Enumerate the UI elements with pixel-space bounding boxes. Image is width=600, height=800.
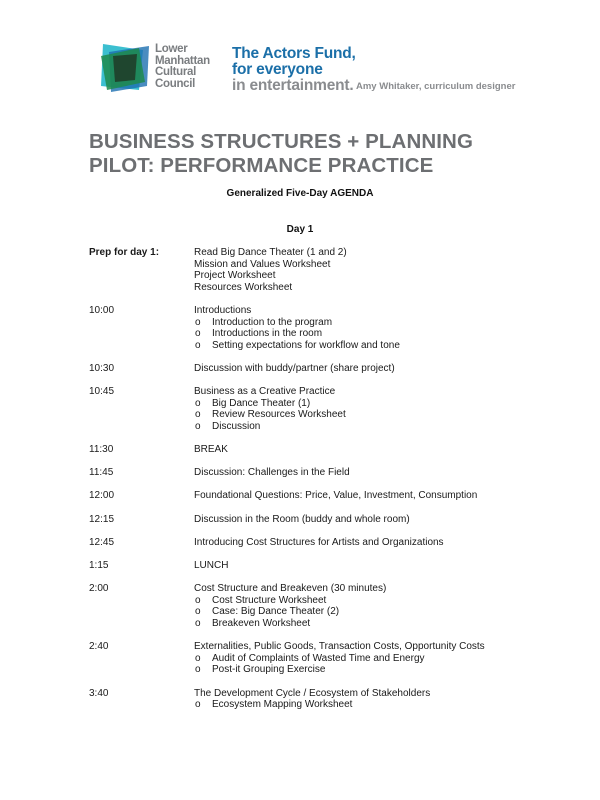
af-line: for everyone bbox=[232, 61, 323, 78]
subitem-text: Review Resources Worksheet bbox=[212, 409, 346, 421]
agenda-subitem bbox=[194, 409, 509, 421]
af-line: in entertainment. bbox=[232, 77, 354, 94]
agenda-item: Introducing Cost Structures for Artists and Organizations bbox=[194, 536, 444, 548]
agenda-item: Resources Worksheet bbox=[194, 281, 293, 293]
agenda-subitem bbox=[194, 699, 509, 711]
agenda-content bbox=[194, 490, 509, 502]
agenda-row bbox=[89, 583, 509, 629]
agenda-time: Prep for day 1: bbox=[89, 247, 160, 258]
bullet-icon: o bbox=[195, 594, 201, 606]
agenda-subitem bbox=[194, 317, 509, 329]
agenda-subitem bbox=[194, 398, 509, 410]
agenda-row bbox=[89, 688, 509, 711]
agenda-time: 10:45 bbox=[89, 386, 115, 398]
agenda-item: Mission and Values Worksheet bbox=[194, 258, 331, 270]
subitem-text: Ecosystem Mapping Worksheet bbox=[212, 699, 353, 711]
header bbox=[0, 0, 600, 110]
designer-credit: Amy Whitaker, curriculum designer bbox=[356, 81, 516, 92]
bullet-icon: o bbox=[195, 606, 201, 618]
agenda-time: 12:00 bbox=[89, 490, 115, 502]
agenda-content bbox=[194, 583, 509, 629]
agenda-row bbox=[89, 305, 509, 351]
af-line: The Actors Fund, bbox=[232, 45, 356, 62]
subitem-text: Post-it Grouping Exercise bbox=[212, 664, 326, 676]
actors-fund-logo bbox=[232, 46, 356, 94]
lmcc-line: Lower bbox=[155, 43, 188, 55]
agenda-item: LUNCH bbox=[194, 560, 229, 572]
bullet-icon: o bbox=[195, 652, 201, 664]
subitem-text: Setting expectations for workflow and tone bbox=[212, 339, 400, 351]
agenda-item: Discussion: Challenges in the Field bbox=[194, 467, 350, 479]
document-title bbox=[89, 130, 473, 178]
subitem-text: Introductions in the room bbox=[212, 328, 323, 340]
subitem-text: Big Dance Theater (1) bbox=[212, 397, 311, 409]
agenda-time: 12:15 bbox=[89, 513, 115, 525]
agenda-item: Discussion with buddy/partner (share project) bbox=[194, 362, 395, 374]
subitem-text: Introduction to the program bbox=[212, 316, 333, 328]
lmcc-name bbox=[155, 44, 225, 90]
agenda-content bbox=[194, 444, 509, 456]
agenda-row bbox=[89, 386, 509, 432]
agenda-subitem bbox=[194, 421, 509, 433]
agenda-item: Introductions bbox=[194, 304, 252, 316]
bullet-icon: o bbox=[195, 420, 201, 432]
agenda-subitem bbox=[194, 595, 509, 607]
subitem-text: Case: Big Dance Theater (2) bbox=[212, 606, 340, 618]
agenda-item: Cost Structure and Breakeven (30 minutes) bbox=[194, 583, 387, 595]
agenda-content bbox=[194, 363, 509, 375]
agenda-subitem bbox=[194, 606, 509, 618]
agenda-time: 3:40 bbox=[89, 687, 109, 699]
bullet-icon: o bbox=[195, 316, 201, 328]
agenda-time: 2:40 bbox=[89, 641, 109, 653]
agenda-subitem bbox=[194, 340, 509, 352]
agenda-subitem bbox=[194, 664, 509, 676]
agenda-item: Foundational Questions: Price, Value, Investment, Consumption bbox=[194, 490, 478, 502]
title-line: BUSINESS STRUCTURES + PLANNING bbox=[89, 130, 474, 153]
agenda-content bbox=[194, 688, 509, 711]
agenda-item: Project Worksheet bbox=[194, 270, 276, 282]
agenda-item: The Development Cycle / Ecosystem of Stakeholders bbox=[194, 687, 431, 699]
agenda-time: 11:45 bbox=[89, 467, 114, 479]
agenda-item: Externalities, Public Goods, Transaction Costs, Opportunity Costs bbox=[194, 641, 485, 653]
subitem-text: Cost Structure Worksheet bbox=[212, 594, 327, 606]
agenda-row bbox=[89, 641, 509, 676]
agenda-item: Discussion in the Room (buddy and whole room) bbox=[194, 513, 410, 525]
agenda-time: 12:45 bbox=[89, 536, 115, 548]
agenda-time: 10:30 bbox=[89, 362, 115, 374]
lmcc-line: Manhattan bbox=[155, 54, 210, 67]
agenda-row bbox=[89, 247, 509, 293]
agenda-content bbox=[194, 560, 509, 572]
day-heading: Day 1 bbox=[286, 224, 314, 235]
agenda-time: 10:00 bbox=[89, 304, 115, 316]
bullet-icon: o bbox=[195, 328, 201, 340]
agenda-content bbox=[194, 247, 509, 293]
agenda-content bbox=[194, 467, 509, 479]
agenda-content bbox=[194, 305, 509, 351]
agenda-subitem bbox=[194, 618, 509, 630]
agenda-row bbox=[89, 514, 509, 526]
agenda-row bbox=[89, 363, 509, 375]
agenda-item: BREAK bbox=[194, 444, 228, 456]
agenda-time: 11:30 bbox=[89, 444, 114, 456]
agenda-item: Read Big Dance Theater (1 and 2) bbox=[194, 247, 347, 258]
agenda-subitem bbox=[194, 328, 509, 340]
agenda-content bbox=[194, 641, 509, 676]
agenda-schedule bbox=[89, 247, 509, 722]
agenda-time: 1:15 bbox=[89, 560, 109, 572]
subitem-text: Discussion bbox=[212, 420, 261, 432]
agenda-row bbox=[89, 444, 509, 456]
agenda-row bbox=[89, 490, 509, 502]
agenda-content bbox=[194, 386, 509, 432]
bullet-icon: o bbox=[195, 339, 201, 351]
title-line: PILOT: PERFORMANCE PRACTICE bbox=[89, 154, 434, 177]
bullet-icon: o bbox=[195, 409, 201, 421]
agenda-subitem bbox=[194, 653, 509, 665]
agenda-content bbox=[194, 537, 509, 549]
bullet-icon: o bbox=[195, 618, 201, 629]
agenda-content bbox=[194, 514, 509, 526]
agenda-row bbox=[89, 537, 509, 549]
agenda-item: Business as a Creative Practice bbox=[194, 386, 336, 398]
bullet-icon: o bbox=[195, 664, 201, 676]
agenda-subtitle: Generalized Five-Day AGENDA bbox=[226, 188, 374, 199]
bullet-icon: o bbox=[195, 397, 201, 409]
lmcc-line: Cultural bbox=[155, 66, 197, 78]
agenda-time: 2:00 bbox=[89, 583, 109, 595]
lmcc-line: Council bbox=[155, 77, 196, 90]
subitem-text: Audit of Complaints of Wasted Time and Energy bbox=[212, 652, 425, 664]
agenda-row bbox=[89, 560, 509, 572]
agenda-row bbox=[89, 467, 509, 479]
lmcc-logo-icon bbox=[99, 42, 151, 94]
subitem-text: Breakeven Worksheet bbox=[212, 618, 311, 629]
bullet-icon: o bbox=[195, 699, 201, 711]
